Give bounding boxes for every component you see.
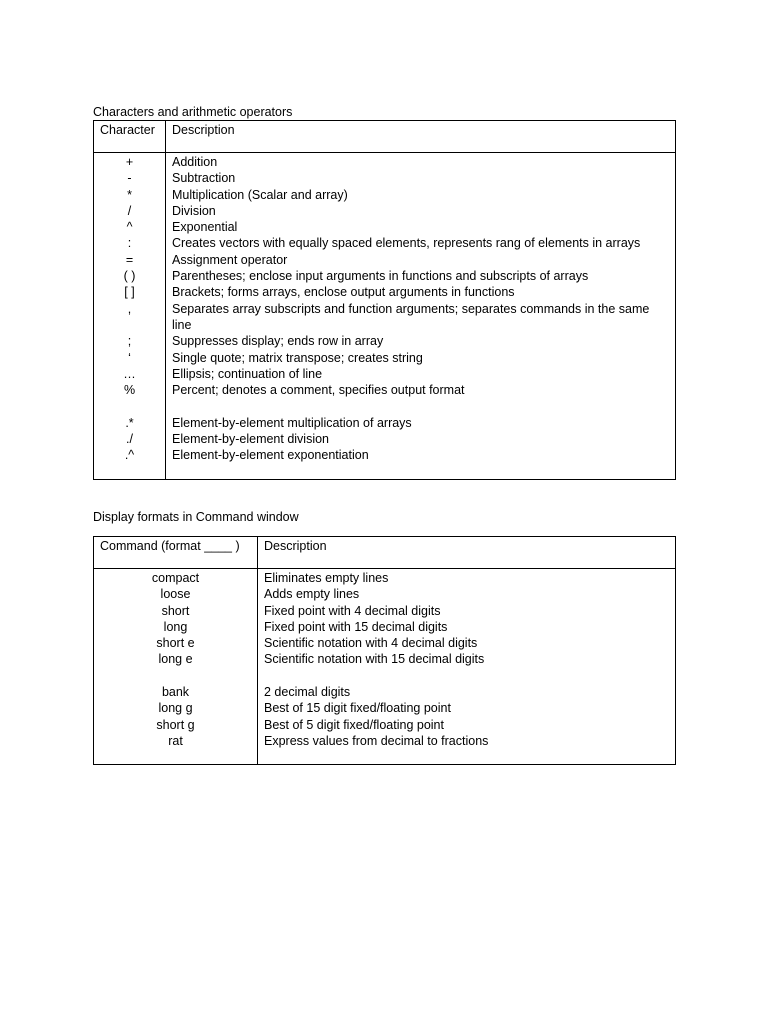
- header-cell-description: [166, 121, 676, 153]
- command: short g: [156, 717, 195, 732]
- command: short e: [156, 636, 195, 651]
- symbol: ‘: [128, 350, 131, 365]
- command: loose: [160, 587, 191, 602]
- symbol: :: [127, 236, 132, 251]
- description: Separates array subscripts and function arguments; separates commands in the same line: [172, 301, 650, 332]
- header-description: Description: [172, 123, 235, 137]
- table1-caption: Characters and arithmetic operators: [93, 105, 293, 119]
- symbol: %: [123, 383, 136, 398]
- command: bank: [161, 685, 190, 700]
- symbol-column: [94, 153, 166, 480]
- description: Element-by-element division: [172, 432, 330, 447]
- description: Assignment operator: [172, 252, 288, 267]
- table2-caption: Display formats in Command window: [93, 510, 299, 524]
- symbol: ^: [126, 220, 133, 235]
- table-body-row: [94, 569, 676, 765]
- symbol: *: [127, 187, 132, 202]
- header-cell-character: [94, 121, 166, 153]
- operators-table: [93, 120, 676, 480]
- symbol: ( ): [123, 269, 136, 284]
- description: Division: [172, 203, 216, 218]
- symbol: ;: [127, 334, 132, 349]
- description: Express values from decimal to fractions: [264, 733, 489, 748]
- symbol: ./: [126, 432, 133, 447]
- description: Scientific notation with 15 decimal digits: [264, 652, 485, 667]
- description: Single quote; matrix transpose; creates string: [172, 350, 423, 365]
- symbol: .^: [124, 448, 135, 463]
- description: Best of 15 digit fixed/floating point: [264, 701, 451, 716]
- command-column: [94, 569, 258, 765]
- header-cell-command: [94, 537, 258, 569]
- header-character: Character: [100, 123, 155, 137]
- symbol: -: [127, 171, 132, 186]
- symbol: /: [127, 203, 132, 218]
- description: Addition: [172, 155, 218, 169]
- description: Exponential: [172, 220, 238, 235]
- description: Subtraction: [172, 171, 236, 186]
- description: Element-by-element multiplication of arrays: [172, 415, 412, 430]
- description-column: [258, 569, 676, 765]
- table-header-row: [94, 121, 676, 153]
- description: Ellipsis; continuation of line: [172, 366, 323, 381]
- header-description: Description: [264, 539, 327, 553]
- description: Element-by-element exponentiation: [172, 448, 369, 463]
- header-cell-description: [258, 537, 676, 569]
- symbol: ,: [127, 301, 132, 316]
- description: Suppresses display; ends row in array: [172, 334, 384, 349]
- description: Best of 5 digit fixed/floating point: [264, 717, 444, 732]
- symbol: +: [125, 155, 134, 169]
- description: Fixed point with 15 decimal digits: [264, 619, 448, 634]
- description: Brackets; forms arrays, enclose output arguments in functions: [172, 285, 515, 300]
- description: 2 decimal digits: [264, 685, 351, 700]
- table-header-row: [94, 537, 676, 569]
- header-command: Command (format ____ ): [100, 539, 240, 553]
- symbol: =: [125, 252, 134, 267]
- description-column: [166, 153, 676, 480]
- command: rat: [168, 733, 183, 748]
- command: long e: [158, 652, 193, 667]
- description: Eliminates empty lines: [264, 571, 389, 585]
- description: Fixed point with 4 decimal digits: [264, 603, 441, 618]
- description: Parentheses; enclose input arguments in functions and subscripts of arrays: [172, 269, 589, 284]
- description: Adds empty lines: [264, 587, 360, 602]
- description: Multiplication (Scalar and array): [172, 187, 348, 202]
- command: short: [161, 603, 190, 618]
- description: Creates vectors with equally spaced elements, represents rang of elements in arrays: [172, 236, 641, 251]
- description: Scientific notation with 4 decimal digits: [264, 636, 478, 651]
- display-formats-table: [93, 536, 676, 765]
- command: long g: [158, 701, 193, 716]
- description: Percent; denotes a comment, specifies output format: [172, 383, 465, 398]
- symbol: …: [123, 366, 136, 381]
- command: long: [163, 619, 188, 634]
- symbol: .*: [125, 415, 134, 430]
- command: compact: [151, 571, 200, 585]
- symbol: [ ]: [124, 285, 135, 300]
- table-body-row: [94, 153, 676, 480]
